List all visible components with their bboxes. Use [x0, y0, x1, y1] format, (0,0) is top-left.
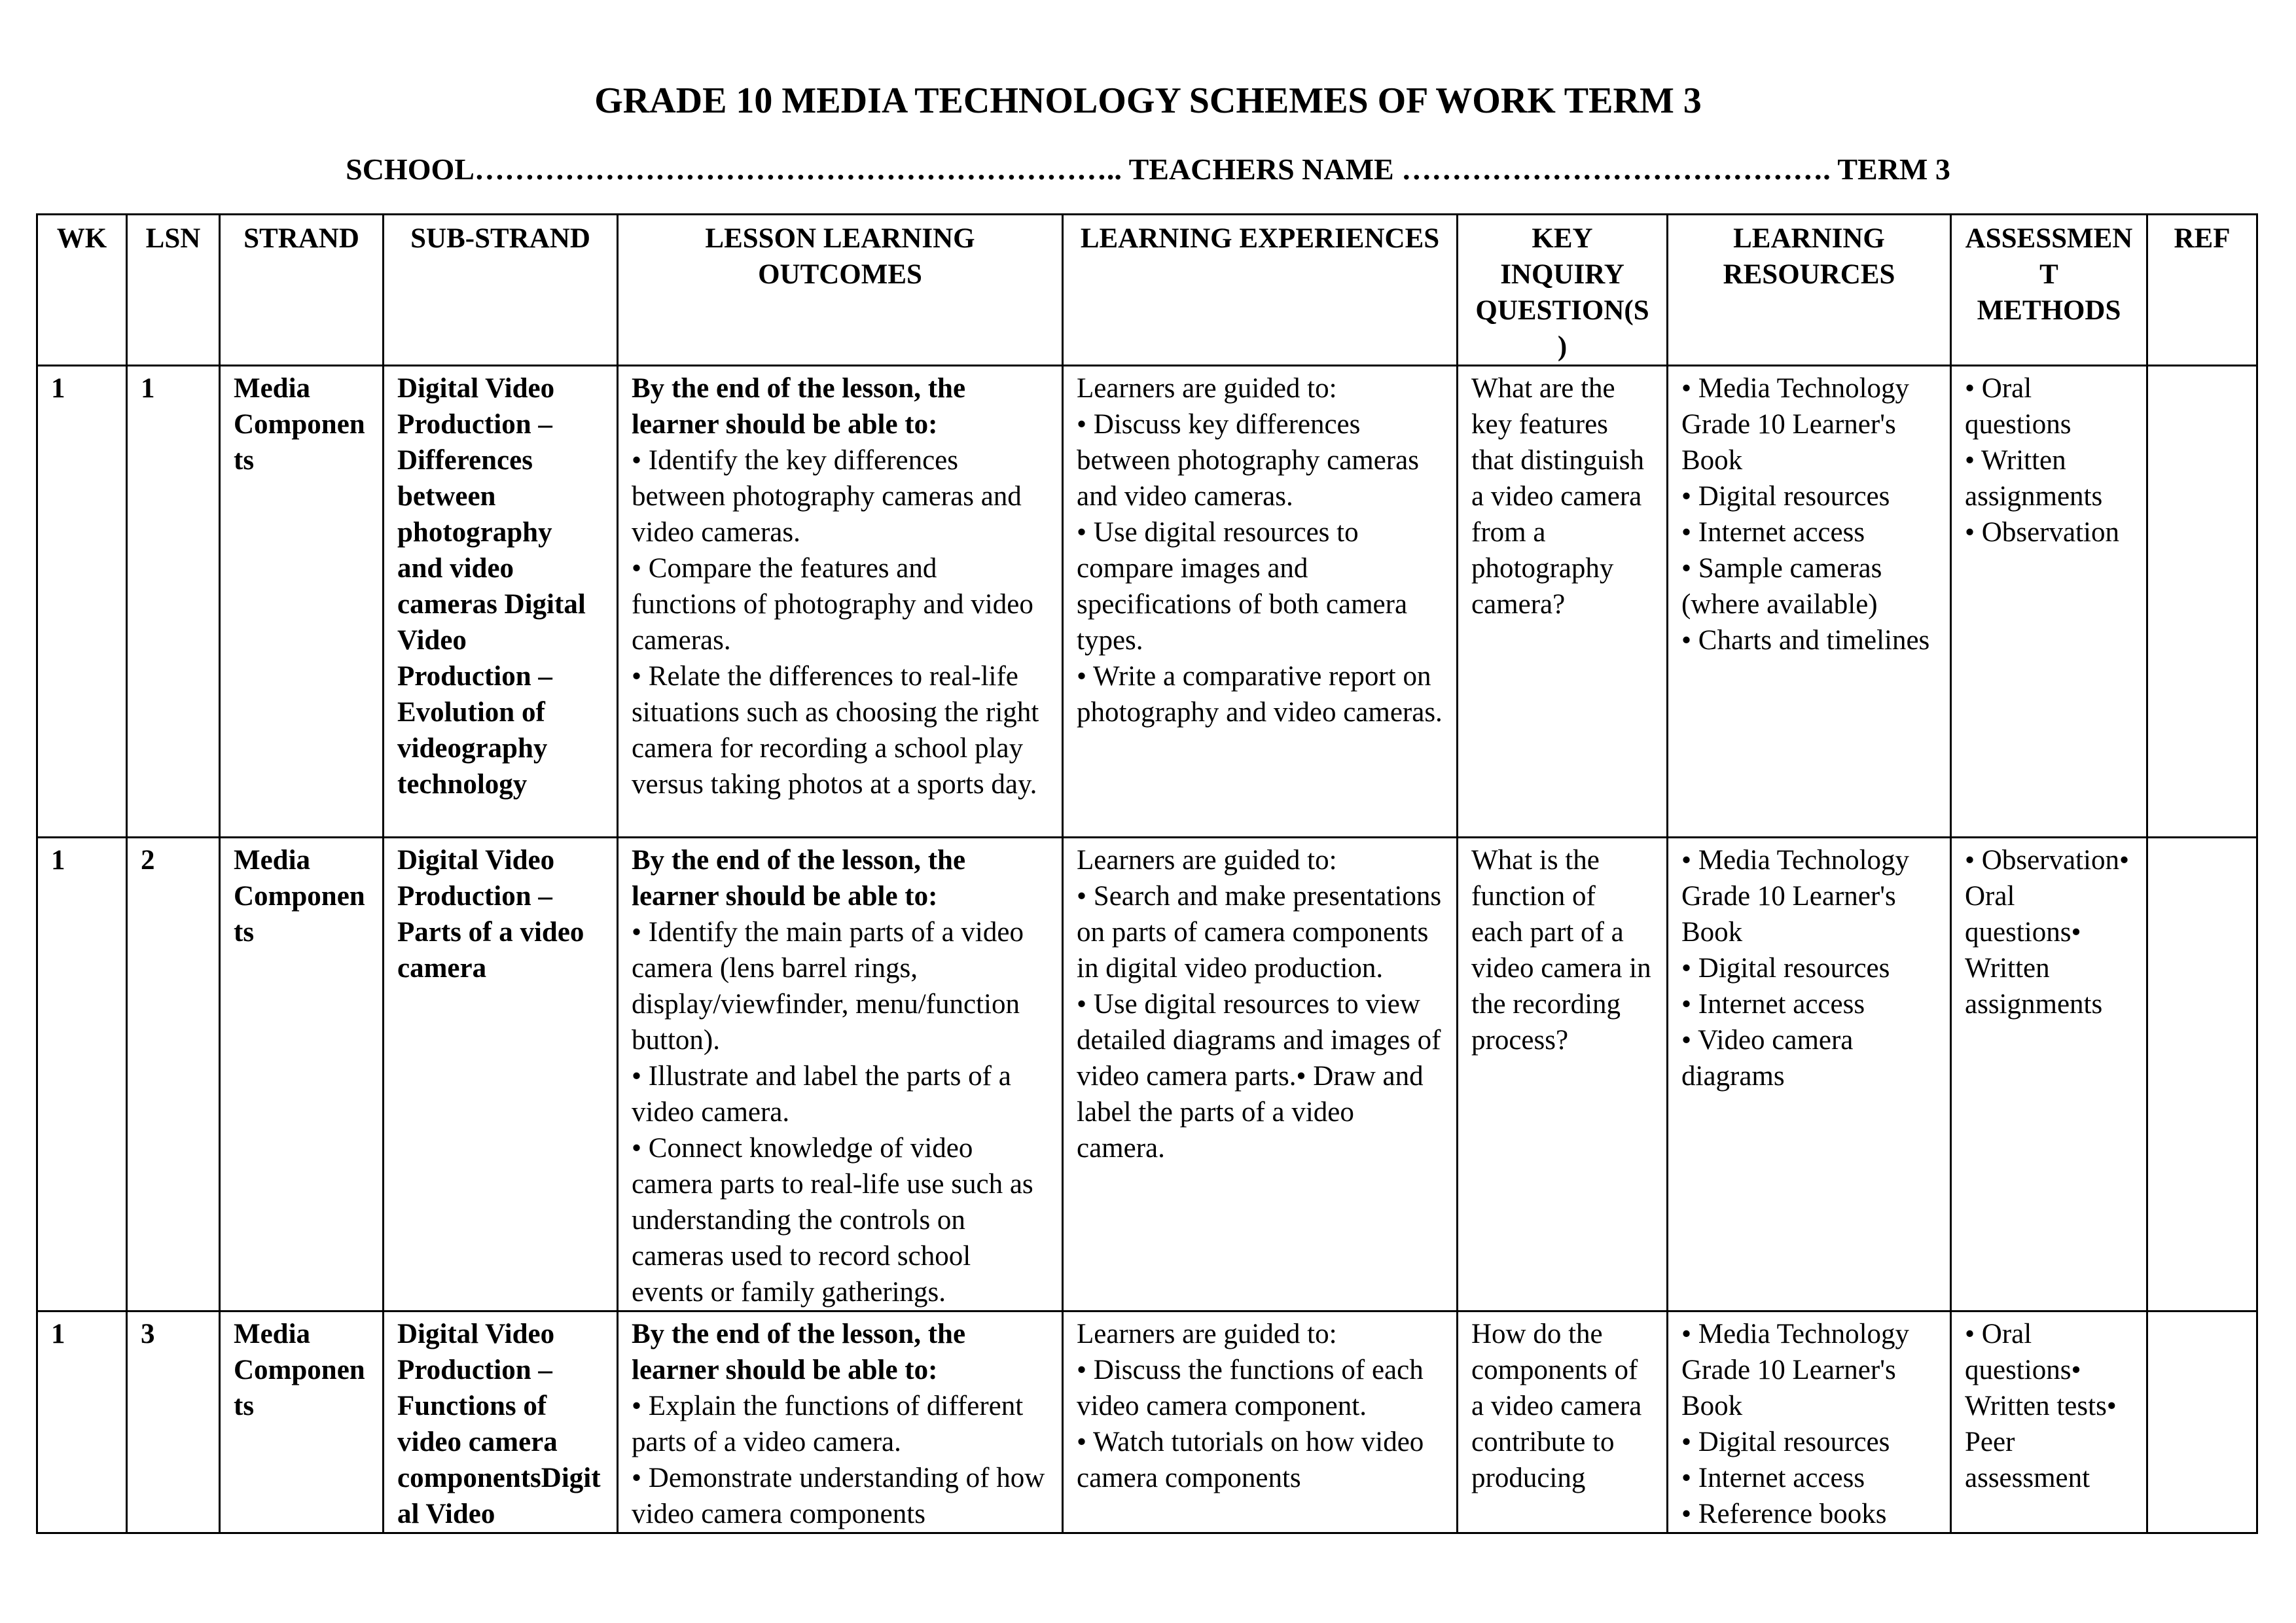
assessment-item: • Observation• Oral questions• Written assignments — [1965, 845, 2130, 1020]
cell-inquiry: What is the function of each part of a video camera in the recording process? — [1458, 838, 1668, 1311]
cell-assessment — [1951, 838, 2147, 1311]
cell-assessment — [1951, 366, 2147, 838]
experience-item: • Search and make presentations on parts of camera components in digital video production. — [1077, 881, 1442, 984]
cell-inquiry: How do the components of a video camera contribute to producing — [1458, 1311, 1668, 1533]
header-inquiry: KEY INQUIRY QUESTION(S) — [1458, 215, 1668, 366]
cell-strand: Media Components — [220, 1311, 384, 1533]
cell-resources — [1668, 838, 1951, 1311]
header-ref: REF — [2147, 215, 2257, 366]
header-experiences: LEARNING EXPERIENCES — [1063, 215, 1458, 366]
experience-item: Learners are guided to: — [1077, 1319, 1337, 1349]
outcomes-intro: By the end of the lesson, the learner should be able to: — [632, 1319, 966, 1385]
experience-item: Learners are guided to: — [1077, 373, 1337, 404]
outcome-item: • Connect knowledge of video camera parts to real-life use such as understanding the controls on cameras used to record school events or family gatherings. — [632, 1133, 1033, 1308]
resource-item: • Digital resources — [1681, 481, 1890, 512]
header-sub-strand: SUB-STRAND — [384, 215, 618, 366]
cell-experiences — [1063, 838, 1458, 1311]
outcome-item: • Explain the functions of different parts of a video camera. — [632, 1391, 1024, 1457]
cell-resources — [1668, 366, 1951, 838]
scheme-table — [36, 213, 2258, 1534]
cell-sub-strand: Digital Video Production – Differences between photography and video cameras Digital Video Production – Evolution of videography technology — [384, 366, 618, 838]
resource-item: • Media Technology Grade 10 Learner's Book — [1681, 373, 1910, 476]
header-wk: WK — [37, 215, 127, 366]
resource-item: • Digital resources — [1681, 953, 1890, 984]
cell-lsn: 3 — [127, 1311, 220, 1533]
resource-item: • Internet access — [1681, 1463, 1865, 1493]
cell-ref — [2147, 838, 2257, 1311]
experience-item: • Discuss key differences between photography cameras and video cameras. — [1077, 409, 1419, 512]
assessment-item: • Observation — [1965, 517, 2119, 548]
table-row — [37, 838, 2257, 1311]
cell-experiences — [1063, 1311, 1458, 1533]
cell-inquiry: What are the key features that distinguish a video camera from a photography camera? — [1458, 366, 1668, 838]
assessment-item: • Oral questions• Written tests• Peer assessment — [1965, 1319, 2117, 1493]
resource-item: • Video camera diagrams — [1681, 1025, 1854, 1092]
table-row — [37, 1311, 2257, 1533]
resource-item: • Sample cameras (where available) — [1681, 553, 1882, 620]
resource-item: • Digital resources — [1681, 1427, 1890, 1457]
outcome-item: • Relate the differences to real-life situations such as choosing the right camera for recording a school play versus taking photos at a sports day. — [632, 661, 1039, 800]
experience-item: Learners are guided to: — [1077, 845, 1337, 876]
resource-item: • Media Technology Grade 10 Learner's Book — [1681, 845, 1910, 948]
cell-strand: Media Components — [220, 838, 384, 1311]
cell-outcomes — [618, 838, 1063, 1311]
cell-resources — [1668, 1311, 1951, 1533]
cell-ref — [2147, 1311, 2257, 1533]
school-teacher-line: SCHOOL……………………………………………………….. TEACHERS NAME ……………………………………. TERM 3 — [346, 152, 1950, 186]
cell-ref — [2147, 366, 2257, 838]
cell-strand: Media Components — [220, 366, 384, 838]
cell-wk: 1 — [37, 838, 127, 1311]
cell-lsn: 2 — [127, 838, 220, 1311]
outcome-item: • Demonstrate understanding of how video camera components — [632, 1463, 1045, 1529]
cell-outcomes — [618, 366, 1063, 838]
outcome-item: • Compare the features and functions of photography and video cameras. — [632, 553, 1033, 656]
cell-sub-strand: Digital Video Production – Parts of a video camera — [384, 838, 618, 1311]
assessment-item: • Oral questions — [1965, 373, 2072, 440]
document-title: GRADE 10 MEDIA TECHNOLOGY SCHEMES OF WORK TERM 3 — [594, 80, 1702, 121]
header-lsn: LSN — [127, 215, 220, 366]
cell-lsn: 1 — [127, 366, 220, 838]
outcomes-intro: By the end of the lesson, the learner should be able to: — [632, 373, 966, 440]
header-strand: STRAND — [220, 215, 384, 366]
resource-item: • Charts and timelines — [1681, 625, 1930, 656]
outcome-item: • Identify the main parts of a video camera (lens barrel rings, display/viewfinder, menu/function button). — [632, 917, 1024, 1056]
cell-experiences — [1063, 366, 1458, 838]
resource-item: • Internet access — [1681, 989, 1865, 1020]
table-row — [37, 366, 2257, 838]
resource-item: • Media Technology Grade 10 Learner's Book — [1681, 1319, 1910, 1421]
cell-wk: 1 — [37, 1311, 127, 1533]
experience-item: • Use digital resources to compare images and specifications of both camera types. — [1077, 517, 1408, 656]
header-row — [37, 215, 2257, 366]
cell-sub-strand: Digital Video Production – Functions of video camera componentsDigital Video — [384, 1311, 618, 1533]
header-resources: LEARNING RESOURCES — [1668, 215, 1951, 366]
cell-outcomes — [618, 1311, 1063, 1533]
experience-item: • Use digital resources to view detailed diagrams and images of video camera parts.• Draw and label the parts of a video camera. — [1077, 989, 1441, 1164]
experience-item: • Write a comparative report on photography and video cameras. — [1077, 661, 1443, 728]
cell-assessment — [1951, 1311, 2147, 1533]
header-outcomes: LESSON LEARNING OUTCOMES — [618, 215, 1063, 366]
experience-item: • Discuss the functions of each video camera component. — [1077, 1355, 1424, 1421]
resource-item: • Reference books — [1681, 1499, 1887, 1529]
outcomes-intro: By the end of the lesson, the learner should be able to: — [632, 845, 966, 912]
outcome-item: • Identify the key differences between photography cameras and video cameras. — [632, 445, 1022, 548]
experience-item: • Watch tutorials on how video camera components — [1077, 1427, 1424, 1493]
assessment-item: • Written assignments — [1965, 445, 2103, 512]
header-assessment: ASSESSMENT METHODS — [1951, 215, 2147, 366]
outcome-item: • Illustrate and label the parts of a video camera. — [632, 1061, 1011, 1128]
resource-item: • Internet access — [1681, 517, 1865, 548]
cell-wk: 1 — [37, 366, 127, 838]
